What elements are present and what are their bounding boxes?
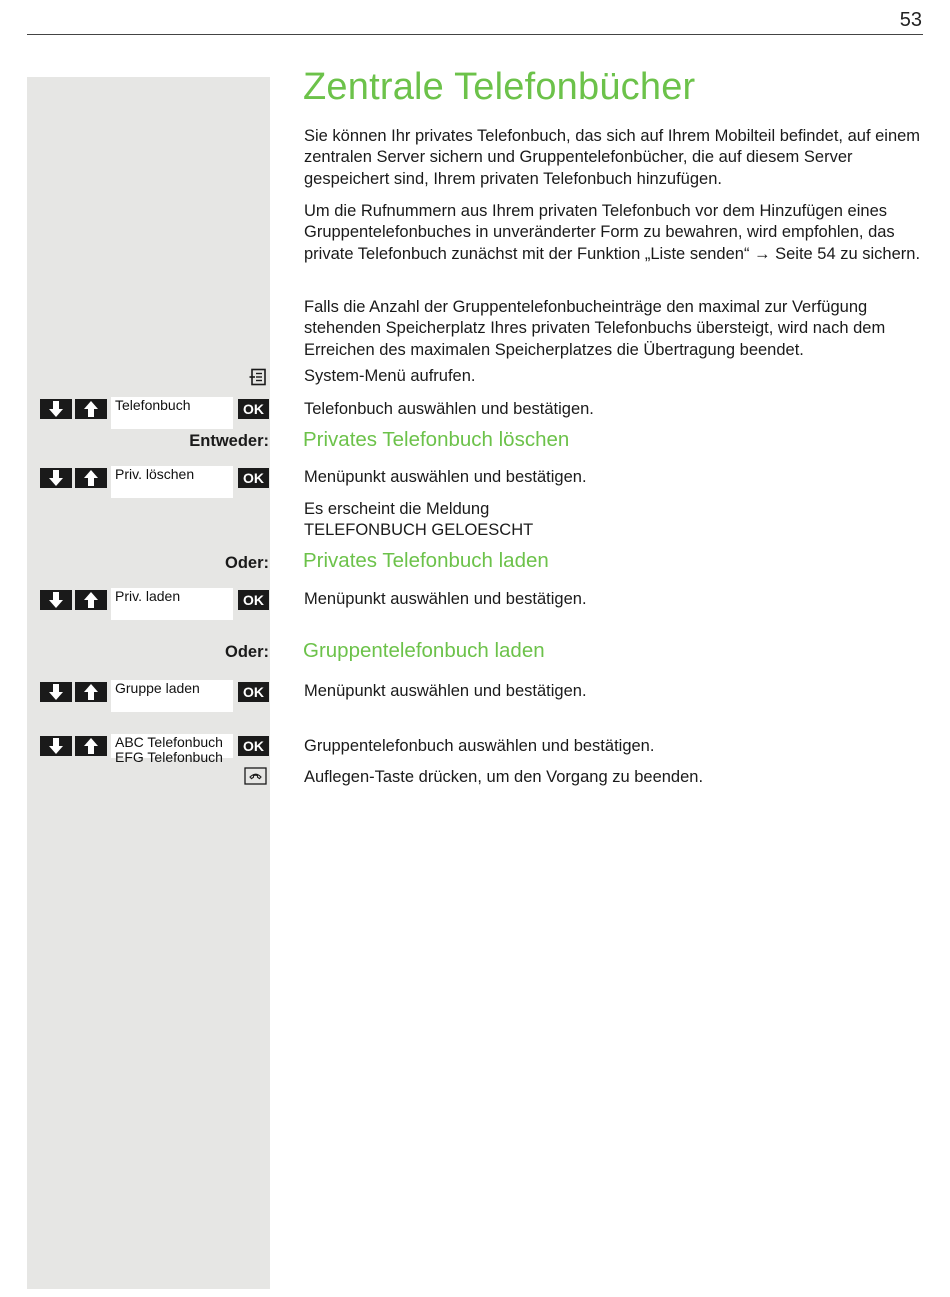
arrow-down-icon	[49, 401, 63, 417]
key-row-group-list	[40, 736, 272, 776]
label-either: Entweder:	[189, 432, 269, 450]
message-intro: Es erscheint die Meldung	[304, 500, 490, 518]
phone-display	[111, 397, 233, 429]
subheading-load: Privates Telefonbuch laden	[303, 549, 549, 572]
arrow-up-icon	[84, 738, 98, 754]
key-row-priv-loeschen	[40, 468, 272, 508]
page-title: Zentrale Telefonbücher	[303, 66, 696, 108]
arrow-down-key[interactable]	[40, 399, 72, 419]
arrow-down-icon	[49, 470, 63, 486]
key-row-priv-laden	[40, 590, 272, 630]
message-text: TELEFONBUCH GELOESCHT	[304, 521, 534, 539]
arrow-down-key[interactable]	[40, 736, 72, 756]
hang-up-key-icon	[244, 767, 267, 790]
ok-key[interactable]: OK	[238, 736, 269, 756]
key-row-gruppe-laden	[40, 682, 272, 722]
step-menu-select-delete: Menüpunkt auswählen und bestätigen.	[304, 468, 587, 486]
step-system-menu: System-Menü aufrufen.	[304, 367, 476, 385]
arrow-up-key[interactable]	[75, 682, 107, 702]
menu-key-icon	[249, 368, 267, 391]
ok-key[interactable]: OK	[238, 682, 269, 702]
arrow-up-key[interactable]	[75, 590, 107, 610]
label-or: Oder:	[224, 643, 269, 661]
subheading-group: Gruppentelefonbuch laden	[303, 639, 545, 662]
limit-paragraph: Falls die Anzahl der Gruppentelefonbucheinträge den maximal zur Verfügung stehenden Speicherplatz Ihres privaten Telefonbuchs übersteigt, wird nach dem Erreichen des maximalen Speicherplatzes die Übertragung beendet.	[304, 298, 886, 359]
recommendation-paragraph: Um die Rufnummern aus Ihrem privaten Telefonbuch vor dem Hinzufügen eines Gruppentelefonbuches in unveränderter Form zu bewahren, wird empfohlen, das private Telefonbuch zunächst mit der Funktion „Liste senden“ → Seite 54 zu sichern.	[304, 202, 921, 263]
intro-paragraph: Sie können Ihr privates Telefonbuch, das sich auf Ihrem Mobilteil befindet, auf einem zentralen Server sichern und Gruppentelefonbücher, die auf diesem Server gespeichert sind, Ihrem privaten Telefonbuch hinzufügen.	[304, 127, 921, 188]
display-text-line2: EFG Telefonbuch	[115, 749, 223, 765]
arrow-up-key[interactable]	[75, 736, 107, 756]
arrow-up-icon	[84, 401, 98, 417]
header-rule	[27, 34, 923, 35]
label-or: Oder:	[224, 554, 269, 572]
arrow-down-icon	[49, 684, 63, 700]
display-text: Gruppe laden	[115, 680, 200, 696]
ok-key[interactable]: OK	[238, 399, 269, 419]
arrow-up-key[interactable]	[75, 399, 107, 419]
ok-key[interactable]: OK	[238, 468, 269, 488]
phone-display	[111, 588, 233, 620]
display-text: Telefonbuch	[115, 397, 191, 413]
display-text: Priv. laden	[115, 588, 181, 604]
arrow-down-icon	[49, 592, 63, 608]
phone-display	[111, 734, 233, 765]
step-select-group-phonebook: Gruppentelefonbuch auswählen und bestätigen.	[304, 737, 655, 755]
display-text-line1: ABC Telefonbuch	[115, 734, 223, 750]
arrow-down-icon	[49, 738, 63, 754]
arrow-down-key[interactable]	[40, 682, 72, 702]
arrow-up-key[interactable]	[75, 468, 107, 488]
phone-display	[111, 466, 233, 498]
arrow-down-key[interactable]	[40, 468, 72, 488]
step-menu-select-load: Menüpunkt auswählen und bestätigen.	[304, 590, 587, 608]
arrow-up-icon	[84, 592, 98, 608]
ok-key[interactable]: OK	[238, 590, 269, 610]
arrow-down-key[interactable]	[40, 590, 72, 610]
subheading-delete: Privates Telefonbuch löschen	[303, 428, 570, 451]
display-text: Priv. löschen	[115, 466, 195, 482]
step-hang-up: Auflegen-Taste drücken, um den Vorgang zu beenden.	[304, 768, 704, 786]
step-menu-select-group: Menüpunkt auswählen und bestätigen.	[304, 682, 587, 700]
phone-display	[111, 680, 233, 712]
page-number: 53	[899, 9, 922, 31]
arrow-up-icon	[84, 684, 98, 700]
step-select-phonebook: Telefonbuch auswählen und bestätigen.	[304, 400, 594, 418]
arrow-up-icon	[84, 470, 98, 486]
